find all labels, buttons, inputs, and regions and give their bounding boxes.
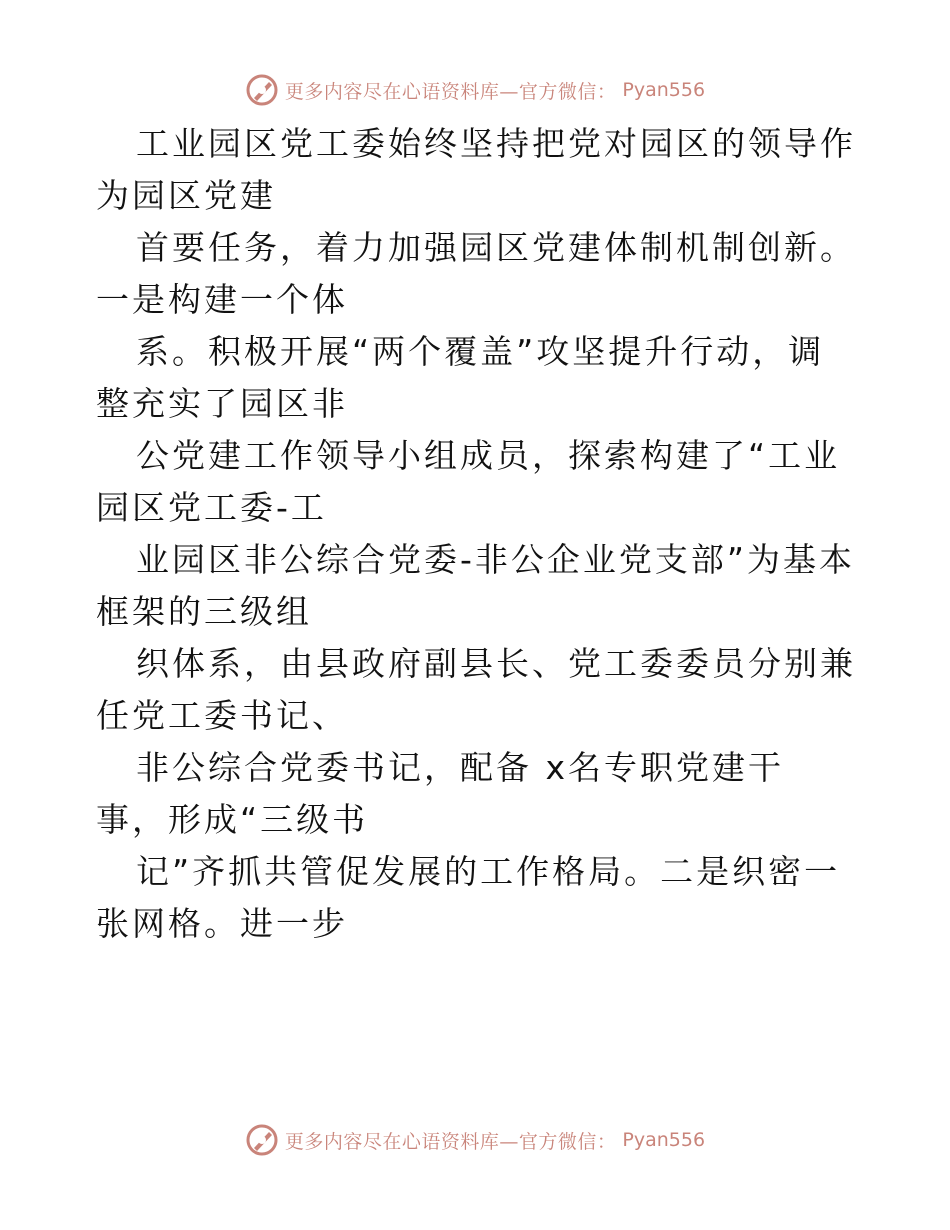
paragraph: 公党建工作领导小组成员，探索构建了“工业园区党工委-工 [96, 436, 841, 527]
body-text [96, 118, 856, 950]
paragraph: 织体系，由县政府副县长、党工委委员分别兼任党工委书记、 [96, 644, 856, 735]
footer-watermark [0, 1118, 950, 1162]
watermark-wechat-id: Pyan556 [622, 1129, 706, 1151]
paragraph: 系。积极开展“两个覆盖”攻坚提升行动，调整充实了园区非 [96, 332, 825, 423]
paragraph: 工业园区党工委始终坚持把党对园区的领导作为园区党建 [96, 124, 856, 215]
paragraph: 首要任务，着力加强园区党建体制机制创新。一是构建一个体 [96, 228, 856, 319]
paragraph: 记”齐抓共管促发展的工作格局。二是织密一张网格。进一步 [96, 852, 841, 943]
watermark-text: 更多内容尽在心语资料库—官方微信： [284, 80, 617, 103]
paragraph: 非公综合党委书记，配备 x名专职党建干事，形成“三级书 [96, 748, 785, 839]
paragraph: 业园区非公综合党委-非公企业党支部”为基本框架的三级组 [96, 540, 856, 631]
watermark-text: 更多内容尽在心语资料库—官方微信： [284, 1130, 617, 1153]
header-watermark [0, 68, 950, 112]
watermark-wechat-id: Pyan556 [622, 79, 706, 101]
pen-logo-icon [245, 73, 279, 107]
pen-logo-icon [245, 1123, 279, 1157]
